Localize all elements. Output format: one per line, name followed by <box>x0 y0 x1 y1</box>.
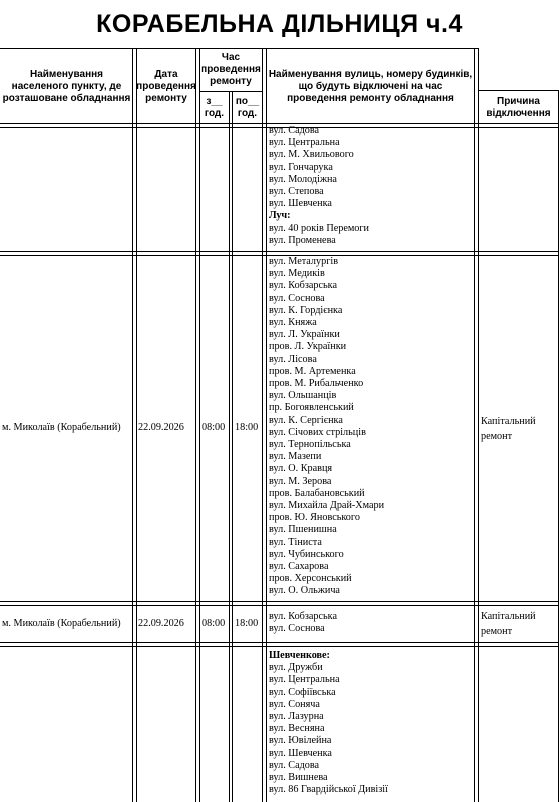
street-item: вул. Соснова <box>269 292 325 304</box>
street-item: вул. К. Сергієнка <box>269 414 343 426</box>
street-item: Луч: <box>269 210 291 222</box>
street-item: вул. Соняча <box>269 698 320 710</box>
street-item: вул. Центральна <box>269 674 340 686</box>
street-item: вул. Лазурна <box>269 711 324 722</box>
street-item: вул. Софіївська <box>269 686 336 698</box>
street-item: вул. Весняна <box>269 723 325 735</box>
settlement-cell: м. Миколаїв (Корабельний) <box>2 422 121 434</box>
street-item: вул. Кобзарська <box>269 611 337 622</box>
from-cell: 08:00 <box>202 617 226 629</box>
street-item: вул. Л. Українки <box>269 329 340 341</box>
street-item: вул. Мазепи <box>269 451 322 463</box>
street-item: вул. Соснова <box>269 623 325 635</box>
street-item: вул. Ольшанців <box>269 390 337 402</box>
street-item: вул. Степова <box>269 186 324 197</box>
street-item: пр. Богоявленський <box>269 402 354 414</box>
street-item: пров. Херсонський <box>269 573 352 585</box>
header-settlement: Найменування населеного пункту, де розташоване обладнання <box>2 69 131 104</box>
street-item: вул. Центральна <box>269 137 340 149</box>
header-to: по__ год. <box>235 96 260 119</box>
street-item: вул. 40 років Перемоги <box>269 222 370 234</box>
street-item: вул. Ювілейна <box>269 735 332 747</box>
to-cell: 18:00 <box>235 617 259 629</box>
street-item: пров. Балабановський <box>269 487 365 499</box>
street-item: вул. Вишнева <box>269 772 328 783</box>
street-item: пров. Ю. Яновського <box>269 512 360 524</box>
to-cell: 18:00 <box>235 422 259 434</box>
street-item: вул. Тіниста <box>269 536 322 548</box>
header-date: Дата проведення ремонту <box>136 69 196 104</box>
street-item: вул. Медиків <box>269 268 325 280</box>
street-item: вул. Січових стрільців <box>269 426 366 438</box>
street-item: вул. К. Гордієнка <box>269 304 343 316</box>
street-item: вул. Михайла Драй-Хмари <box>269 500 385 511</box>
street-item: пров. М. Артеменка <box>269 365 356 377</box>
street-item: вул. Княжа <box>269 317 317 328</box>
street-item: вул. Молодіжна <box>269 173 337 185</box>
street-item: вул. Сахарова <box>269 561 329 572</box>
page-title: КОРАБЕЛЬНА ДІЛЬНИЦЯ ч.4 <box>96 10 463 38</box>
street-item: вул. О. Ольжича <box>269 585 340 597</box>
street-item: вул. 86 Гвардійської Дивізії <box>269 784 388 796</box>
reason-cell: Капітальний ремонт <box>481 611 536 637</box>
header-reason: Причина відключення <box>486 95 551 119</box>
from-cell: 08:00 <box>202 422 226 434</box>
street-item: вул. М. Хвильового <box>269 149 354 161</box>
header-from: з__ год. <box>204 96 225 119</box>
street-item: вул. Гончарука <box>269 161 333 173</box>
date-cell: 22.09.2026 <box>138 422 184 434</box>
street-item: вул. Шевченка <box>269 198 332 210</box>
header-streets: Найменування вулиць, номеру будинків, що будуть відключені на час проведення ремонту обладнання <box>268 69 473 104</box>
reason-cell: Капітальний ремонт <box>481 415 536 442</box>
header-time: Час проведення ремонту <box>201 52 261 87</box>
date-cell: 22.09.2026 <box>138 617 184 629</box>
street-item: вул. Променева <box>269 234 336 246</box>
street-item: вул. Чубинського <box>269 548 344 560</box>
street-item: вул. Кобзарська <box>269 280 337 292</box>
street-item: пров. Л. Українки <box>269 341 347 353</box>
street-item: вул. М. Зерова <box>269 475 332 487</box>
street-item: вул. Лісова <box>269 353 317 365</box>
street-item: вул. Пшенишна <box>269 524 337 536</box>
street-item: вул. Шевченка <box>269 747 332 759</box>
street-item: вул. Садова <box>269 759 320 771</box>
street-item: вул. Тернопільська <box>269 439 351 450</box>
street-item: Шевченкове: <box>269 650 330 661</box>
street-item: вул. О. Кравця <box>269 463 333 475</box>
settlement-cell: м. Миколаїв (Корабельний) <box>2 617 121 629</box>
street-item: вул. Садова <box>269 125 320 136</box>
street-item: вул. Металургів <box>269 256 339 267</box>
street-item: пров. М. Рибальченко <box>269 378 364 389</box>
street-item: вул. Дружби <box>269 662 323 674</box>
